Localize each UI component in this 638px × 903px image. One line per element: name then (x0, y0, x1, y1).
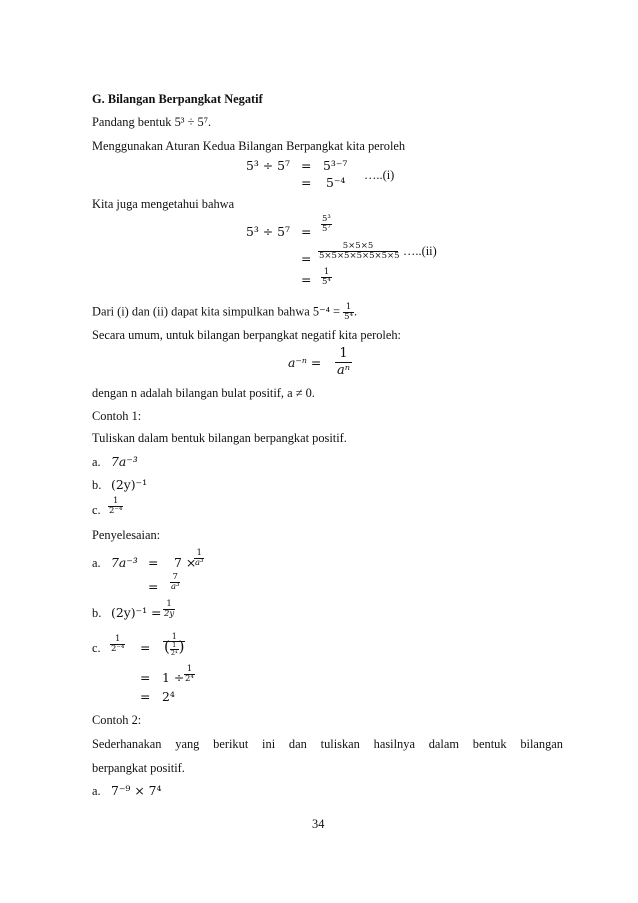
p4-frac-den: 5⁴ (344, 312, 353, 322)
q-c-num: 1 (112, 496, 119, 506)
sol-c-r2-den: 2⁴ (185, 674, 194, 684)
c2-a-label: a. (92, 784, 101, 798)
contoh-1-label: Contoh 1: (92, 409, 142, 423)
eq2-f2-num: 5×5×5 (342, 241, 374, 251)
sol-c-r1-den: ( $\frac{1}{\text{2⁴}}$ ) (164, 637, 185, 657)
paragraph-dari-text: Dari (i) dan (ii) dapat kita simpulkan bahwa 5⁻⁴ = (92, 304, 341, 319)
sol-a-r2-fraction (170, 573, 180, 592)
eq2-f2-den: 5×5×5×5×5×5×5 (319, 251, 400, 261)
instruction-tuliskan: Tuliskan dalam bentuk bilangan berpangkat positif. (92, 431, 347, 445)
sol-b-label: b. (92, 606, 102, 620)
eq2-lhs: 5³ ÷ 5⁷ (246, 224, 290, 239)
paragraph-sederhanakan-cont: berpangkat positif. (92, 761, 185, 775)
sol-c-r1-inner-num: 1 (172, 641, 177, 649)
q-a: 7a⁻³ (111, 454, 138, 469)
sol-a-r1-den: a³ (195, 558, 204, 568)
paragraph-secara-umum: Secara umum, untuk bilangan berpangkat negatif kita peroleh: (92, 328, 401, 342)
sol-c-lhs-num: 1 (114, 634, 121, 644)
sol-c-r3: 2⁴ (162, 689, 175, 704)
sol-a-equals-1: = (148, 555, 159, 570)
sol-a-equals-2: = (148, 579, 159, 594)
eq2-equals-3: = (301, 272, 312, 287)
sol-a-label: a. (92, 556, 101, 570)
paragraph-menggunakan: Menggunakan Aturan Kedua Bilangan Berpangkat kita peroleh (92, 139, 406, 153)
eq2-f3-num: 1 (323, 267, 330, 277)
eq1-line2: 5⁻⁴ (326, 175, 346, 190)
sol-c-r1-num: 1 (171, 632, 177, 641)
sol-c-r1-fraction (163, 632, 185, 657)
eq1-lhs: 5³ ÷ 5⁷ (246, 158, 290, 173)
sol-b-lhs: (2y)⁻¹ = (111, 605, 162, 620)
penyelesaian-label: Penyelesaian: (92, 528, 161, 542)
eq2-fraction-2 (318, 242, 398, 261)
q-c-label: c. (92, 503, 101, 517)
q-c-fraction (108, 497, 123, 516)
sol-c-r1-inner-den: 2⁴ (170, 649, 178, 657)
section-heading: G. Bilangan Berpangkat Negatif (92, 92, 263, 106)
sol-c-equals-1: = (140, 640, 151, 655)
eq1-equals-2: = (301, 175, 312, 190)
eq2-fraction-1 (321, 215, 332, 234)
paragraph-dari: Dari (i) dan (ii) dapat kita simpulkan bahwa 5⁻⁴ = $\frac{1}{\text{5⁴}}$ . (92, 302, 358, 322)
q-c-den: 2⁻⁴ (109, 506, 123, 516)
eq1-equals-1: = (301, 158, 312, 173)
sol-c-r2: 1 ÷ (162, 670, 185, 685)
sol-c-r2-num: 1 (186, 664, 193, 674)
sol-a-r2-num: 7 (172, 572, 178, 582)
eq2-equals-2: = (301, 251, 312, 266)
q-b-label: b. (92, 478, 102, 492)
sol-c-label: c. (92, 641, 101, 655)
sol-c-equals-3: = (140, 689, 151, 704)
c2-a: 7⁻⁹ × 7⁴ (111, 783, 162, 798)
eq1-tag: …..(i) (364, 168, 395, 182)
eq2-fraction-3 (321, 268, 332, 287)
q-a-label: a. (92, 455, 101, 469)
sol-b-num: 1 (166, 599, 172, 609)
paragraph-kita-juga: Kita juga mengetahui bahwa (92, 197, 235, 211)
sol-b-fraction (163, 600, 175, 619)
eq2-equals-1: = (301, 224, 312, 239)
sol-c-lhs-den: 2⁻⁴ (111, 644, 125, 654)
q-b: (2y)⁻¹ (111, 477, 148, 492)
rule-lhs: a⁻ⁿ = (288, 355, 322, 370)
eq2-tag: …..(ii) (403, 244, 437, 258)
page-number: 34 (312, 817, 325, 831)
eq2-f1-den: 5⁷ (322, 224, 331, 234)
paragraph-dengan: dengan n adalah bilangan bulat positif, a ≠ 0. (92, 386, 315, 400)
paragraph-sederhanakan: Sederhanakan yang berikut ini dan tuliskan hasilnya dalam bentuk bilangan (92, 737, 563, 751)
sol-a-r1-num: 1 (196, 548, 202, 558)
rule-den: aⁿ (337, 363, 351, 378)
sol-c-equals-2: = (140, 670, 151, 685)
sol-c-lhs-fraction (110, 635, 125, 654)
paragraph-pandang: Pandang bentuk 5³ ÷ 5⁷. (92, 115, 212, 129)
contoh-2-label: Contoh 2: (92, 713, 142, 727)
sol-a-lhs: 7a⁻³ (111, 555, 138, 570)
sol-a-r1: 7 × (174, 555, 197, 570)
sol-a-r2-den: a³ (171, 582, 180, 592)
sol-b-den: 2y (164, 609, 175, 619)
rule-fraction (335, 346, 352, 379)
sol-a-r1-fraction (194, 549, 204, 568)
p4-frac-num: 1 (345, 302, 352, 312)
sol-c-r2-fraction (184, 665, 195, 684)
eq2-f1-num: 5³ (322, 214, 331, 224)
rule-num: 1 (339, 346, 348, 361)
eq2-f3-den: 5⁴ (322, 277, 331, 287)
eq1-line1: 5³⁻⁷ (323, 158, 348, 173)
